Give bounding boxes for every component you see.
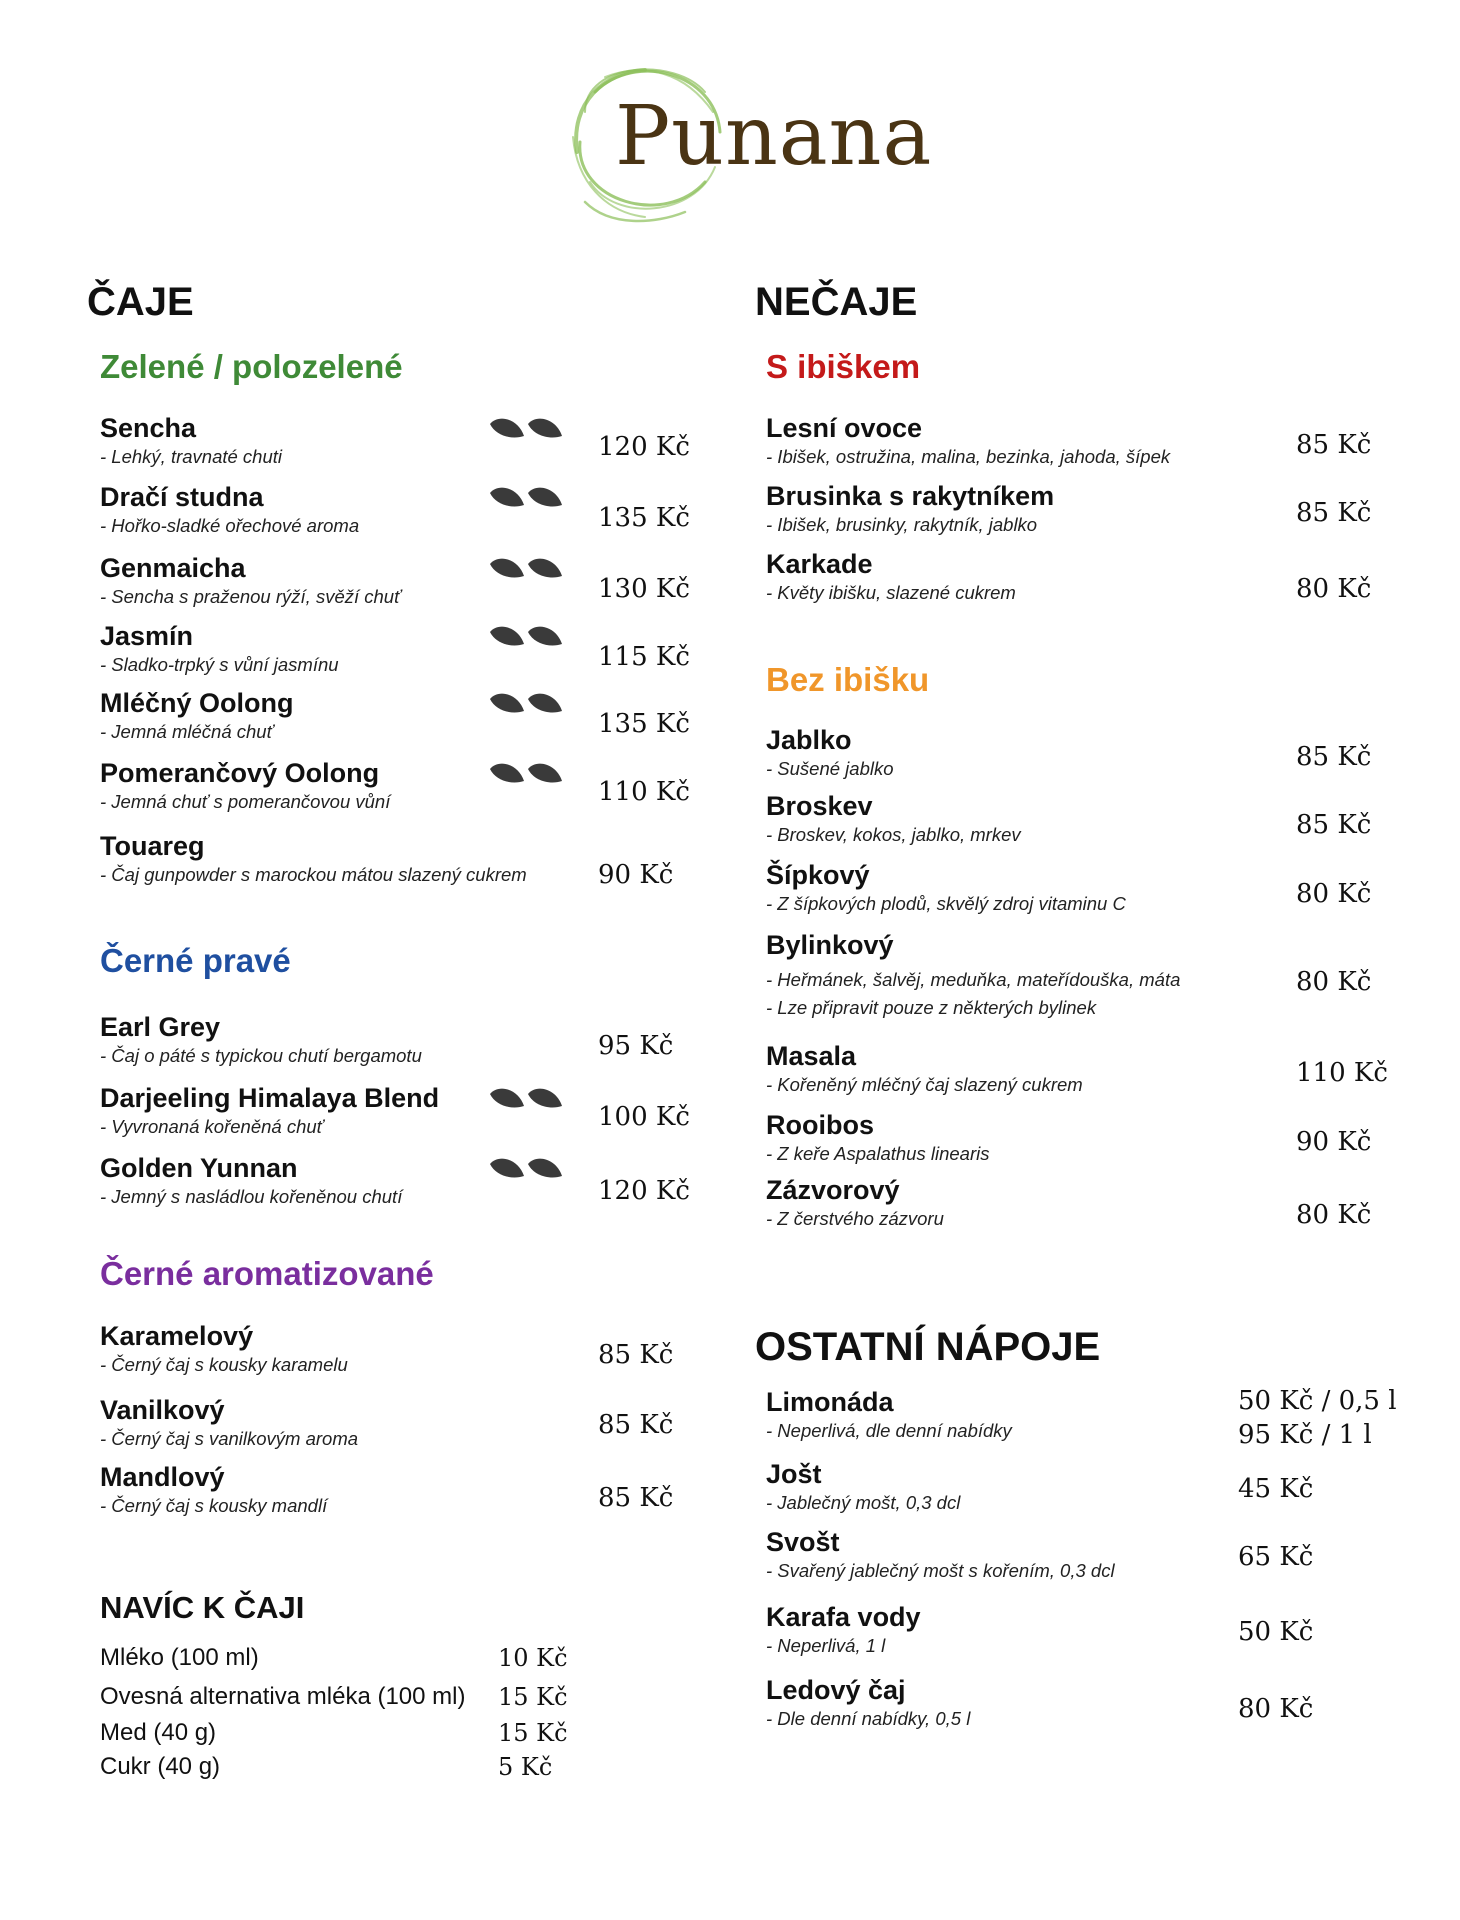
- item-description: - Lehký, travnaté chuti: [100, 446, 283, 467]
- menu-item: [98, 1152, 698, 1212]
- item-price: 120 Kč: [598, 1176, 690, 1206]
- menu-item: [760, 724, 1390, 784]
- item-price: 100 Kč: [598, 1102, 690, 1132]
- leaves-icon: [488, 759, 564, 787]
- menu-item: [98, 552, 698, 612]
- item-description: - Broskev, kokos, jablko, mrkev: [766, 824, 1021, 845]
- item-name: Rooibos: [766, 1110, 874, 1140]
- item-name: Golden Yunnan: [100, 1153, 298, 1183]
- item-description: - Jemná mléčná chuť: [100, 721, 274, 742]
- item-price: 80 Kč: [1296, 967, 1372, 997]
- green-tea-heading: Zelené / polozelené: [100, 348, 403, 385]
- item-name: Touareg: [100, 831, 205, 861]
- item-name: Genmaicha: [100, 553, 246, 583]
- item-price: 135 Kč: [598, 503, 690, 533]
- item-description: - Vyvronaná kořeněná chuť: [100, 1116, 324, 1137]
- item-name: Lesní ovoce: [766, 413, 923, 443]
- item-price: 65 Kč: [1238, 1542, 1314, 1572]
- item-price: 85 Kč: [1296, 498, 1372, 528]
- item-price: 50 Kč: [1238, 1617, 1314, 1647]
- item-name: Šípkový: [766, 860, 870, 890]
- menu-item: [760, 1601, 1390, 1661]
- item-description: - Jemná chuť s pomerančovou vůní: [100, 791, 391, 812]
- menu-item: [98, 830, 698, 890]
- item-description: - Květy ibišku, slazené cukrem: [766, 582, 1016, 603]
- menu-item: [760, 1674, 1390, 1734]
- leaves-icon: [488, 622, 564, 650]
- item-description: - Lze připravit pouze z některých bylinek: [766, 997, 1097, 1018]
- menu-item: [760, 1174, 1390, 1234]
- item-name: Pomerančový Oolong: [100, 758, 380, 788]
- leaves-icon: [488, 483, 564, 511]
- item-price: 130 Kč: [598, 574, 690, 604]
- item-price: 115 Kč: [598, 642, 690, 672]
- item-description: - Z šípkových plodů, skvělý zdroj vitaminu C: [766, 893, 1126, 914]
- item-description: - Hořko-sladké ořechové aroma: [100, 515, 360, 536]
- non-tea-heading: NEČAJE: [755, 280, 918, 324]
- menu-item: [98, 1320, 698, 1380]
- menu-item: [760, 412, 1390, 472]
- item-description: - Dle denní nabídky, 0,5 l: [766, 1708, 971, 1729]
- item-description: - Sušené jablko: [766, 758, 894, 779]
- item-price: 80 Kč: [1296, 1200, 1372, 1230]
- other-drinks-heading: OSTATNÍ NÁPOJE: [755, 1325, 1101, 1369]
- menu-item: [98, 757, 698, 817]
- leaves-icon: [488, 689, 564, 717]
- extra-row: [100, 1644, 660, 1678]
- item-name: Karamelový: [100, 1321, 254, 1351]
- leaves-icon: [488, 1154, 564, 1182]
- item-price: 85 Kč: [1296, 742, 1372, 772]
- extra-row: [100, 1683, 660, 1717]
- leaves-icon: [488, 414, 564, 442]
- menu-item: [98, 1394, 698, 1454]
- item-price: 80 Kč: [1296, 879, 1372, 909]
- item-description: - Svařený jablečný mošt s kořením, 0,3 dcl: [766, 1560, 1115, 1581]
- extra-row: [100, 1753, 660, 1787]
- item-description: - Sencha s praženou rýží, svěží chuť: [100, 586, 401, 607]
- item-price: 95 Kč: [598, 1031, 674, 1061]
- item-description: - Neperlivá, 1 l: [766, 1635, 886, 1656]
- extras-heading: NAVÍC K ČAJI: [100, 1590, 305, 1625]
- item-price: 45 Kč: [1238, 1474, 1314, 1504]
- leaves-icon: [488, 554, 564, 582]
- item-name: Jošt: [766, 1459, 822, 1489]
- item-name: Vanilkový: [100, 1395, 225, 1425]
- item-name: Svošt: [766, 1527, 840, 1557]
- item-name: Dračí studna: [100, 482, 264, 512]
- item-price: 85 Kč: [598, 1410, 674, 1440]
- hibiscus-heading: S ibiškem: [766, 348, 921, 385]
- menu-item: [760, 1526, 1390, 1586]
- menu-item: [760, 1458, 1390, 1518]
- item-price: 85 Kč: [598, 1483, 674, 1513]
- flavored-tea-heading: Černé aromatizované: [100, 1255, 434, 1292]
- menu-item: [98, 687, 698, 747]
- item-description: - Černý čaj s vanilkovým aroma: [100, 1428, 359, 1449]
- item-name: Earl Grey: [100, 1012, 221, 1042]
- item-description: - Jemný s nasládlou kořeněnou chutí: [100, 1186, 403, 1207]
- item-name: Jasmín: [100, 621, 194, 651]
- item-price: 85 Kč: [1296, 810, 1372, 840]
- item-description: - Sladko-trpký s vůní jasmínu: [100, 654, 339, 675]
- extra-row: [100, 1719, 660, 1753]
- logo-wordmark: Punana: [615, 89, 933, 184]
- item-name: Darjeeling Himalaya Blend: [100, 1083, 440, 1113]
- menu-item: [98, 481, 698, 541]
- item-name: Brusinka s rakytníkem: [766, 481, 1055, 511]
- menu-item: [98, 1011, 698, 1071]
- extra-name: Med (40 g): [100, 1719, 217, 1746]
- item-name: Sencha: [100, 413, 197, 443]
- item-description: - Heřmánek, šalvěj, meduňka, mateřídouška, máta: [766, 969, 1181, 990]
- no-hibiscus-heading: Bez ibišku: [766, 661, 930, 698]
- item-description: - Čaj gunpowder s marockou mátou slazený cukrem: [100, 864, 527, 885]
- item-price: 120 Kč: [598, 432, 690, 462]
- logo: [555, 52, 933, 232]
- item-price: 110 Kč: [598, 777, 690, 807]
- item-description: - Ibišek, brusinky, rakytník, jablko: [766, 514, 1038, 535]
- menu-item: [98, 1082, 698, 1142]
- item-description: - Čaj o páté s typickou chutí bergamotu: [100, 1045, 422, 1066]
- menu-item: [98, 412, 698, 472]
- menu-item: [760, 480, 1390, 540]
- menu-item: [760, 859, 1390, 919]
- extra-price: 15 Kč: [498, 1683, 568, 1711]
- item-description: - Z čerstvého zázvoru: [766, 1208, 944, 1229]
- item-name: Jablko: [766, 725, 852, 755]
- item-price: 85 Kč: [598, 1340, 674, 1370]
- black-tea-heading: Černé pravé: [100, 942, 291, 979]
- item-price: 85 Kč: [1296, 430, 1372, 460]
- item-description: - Neperlivá, dle denní nabídky: [766, 1420, 1012, 1441]
- extra-price: 10 Kč: [498, 1644, 568, 1672]
- item-description: - Kořeněný mléčný čaj slazený cukrem: [766, 1074, 1083, 1095]
- item-name: Limonáda: [766, 1387, 894, 1417]
- menu-item: [760, 548, 1390, 608]
- item-name: Mandlový: [100, 1462, 225, 1492]
- extra-price: 15 Kč: [498, 1719, 568, 1747]
- item-name: Mléčný Oolong: [100, 688, 294, 718]
- menu-item: [760, 929, 1390, 1019]
- menu-item: [98, 1461, 698, 1521]
- item-description: - Z keře Aspalathus linearis: [766, 1143, 990, 1164]
- item-name: Bylinkový: [766, 930, 894, 960]
- item-description: - Černý čaj s kousky karamelu: [100, 1354, 348, 1375]
- menu-item: [760, 1040, 1390, 1100]
- item-name: Broskev: [766, 791, 873, 821]
- item-price: 80 Kč: [1238, 1694, 1314, 1724]
- item-name: Masala: [766, 1041, 857, 1071]
- item-price: 90 Kč: [1296, 1127, 1372, 1157]
- item-price: 50 Kč / 0,5 l: [1238, 1386, 1397, 1416]
- leaves-icon: [488, 1084, 564, 1112]
- tea-heading: ČAJE: [87, 280, 194, 324]
- item-name: Ledový čaj: [766, 1675, 906, 1705]
- menu-item: [98, 620, 698, 680]
- menu-item: [760, 1109, 1390, 1169]
- item-price: 135 Kč: [598, 709, 690, 739]
- item-price-secondary: 95 Kč / 1 l: [1238, 1420, 1372, 1450]
- item-name: Karafa vody: [766, 1602, 921, 1632]
- extra-name: Mléko (100 ml): [100, 1644, 259, 1671]
- menu-item: [760, 790, 1390, 850]
- item-price: 80 Kč: [1296, 574, 1372, 604]
- item-description: - Černý čaj s kousky mandlí: [100, 1495, 328, 1516]
- extra-name: Cukr (40 g): [100, 1753, 221, 1780]
- item-price: 90 Kč: [598, 860, 674, 890]
- extra-price: 5 Kč: [498, 1753, 553, 1781]
- extra-name: Ovesná alternativa mléka (100 ml): [100, 1683, 466, 1710]
- item-description: - Ibišek, ostružina, malina, bezinka, jahoda, šípek: [766, 446, 1171, 467]
- item-price: 110 Kč: [1296, 1058, 1388, 1088]
- item-name: Karkade: [766, 549, 873, 579]
- menu-item: [760, 1386, 1397, 1450]
- item-name: Zázvorový: [766, 1175, 900, 1205]
- item-description: - Jablečný mošt, 0,3 dcl: [766, 1492, 961, 1513]
